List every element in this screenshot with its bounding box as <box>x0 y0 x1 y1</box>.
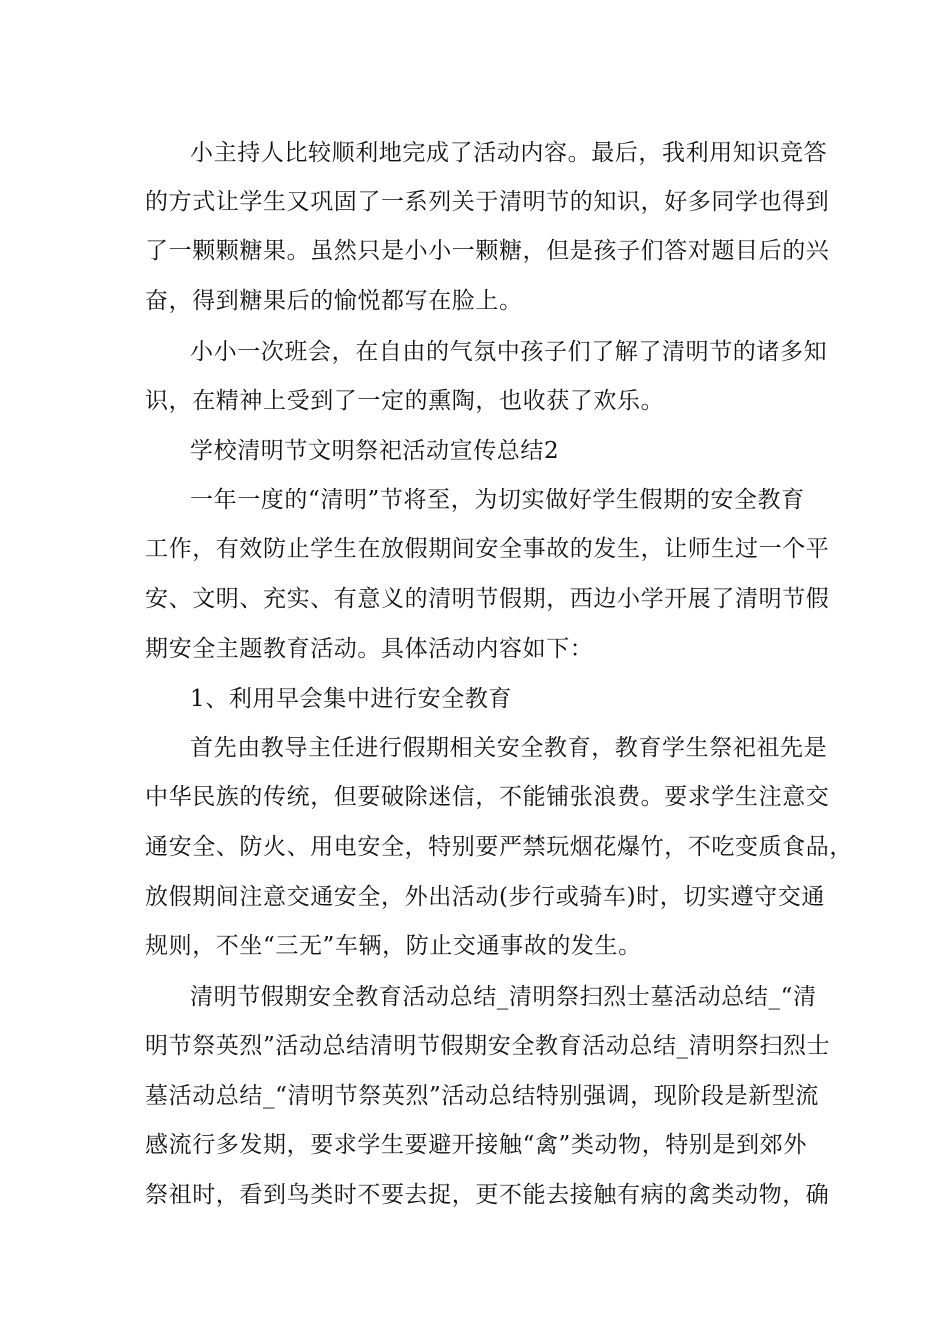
paragraph-line: 中华民族的传统，但要破除迷信，不能铺张浪费。要求学生注意交 <box>145 784 830 810</box>
paragraph-line: 祭祖时，看到鸟类时不要去捉，更不能去接触有病的禽类动物，确 <box>145 1182 830 1208</box>
paragraph-line: 工作，有效防止学生在放假期间安全事故的发生，让师生过一个平 <box>145 536 830 562</box>
paragraph-line: 首先由教导主任进行假期相关安全教育，教育学生祭祀祖先是 <box>190 735 828 761</box>
paragraph-line: 墓活动总结_“清明节祭英烈”活动总结特别强调，现阶段是新型流 <box>145 1083 820 1109</box>
paragraph-line: 放假期间注意交通安全，外出活动(步行或骑车)时，切实遵守交通 <box>145 884 825 910</box>
section-heading: 学校清明节文明祭祀活动宣传总结2 <box>190 438 560 464</box>
paragraph-line: 安、文明、充实、有意义的清明节假期，西边小学开展了清明节假 <box>145 586 830 612</box>
paragraph-line: 小主持人比较顺利地完成了活动内容。最后，我利用知识竞答 <box>190 140 828 166</box>
paragraph-line: 通安全、防火、用电安全，特别要严禁玩烟花爆竹，不吃变质食品， <box>145 834 853 860</box>
paragraph-line: 一年一度的“清明”节将至，为切实做好学生假期的安全教育 <box>190 487 805 513</box>
list-item-heading: 1、利用早会集中进行安全教育 <box>190 686 513 712</box>
paragraph-line: 识，在精神上受到了一定的熏陶，也收获了欢乐。 <box>145 388 665 414</box>
paragraph-line: 规则，不坐“三无”车辆，防止交通事故的发生。 <box>145 933 642 959</box>
paragraph-line: 清明节假期安全教育活动总结_清明祭扫烈士墓活动总结_“清 <box>190 984 817 1010</box>
paragraph-line: 奋，得到糖果后的愉悦都写在脸上。 <box>145 288 523 314</box>
paragraph-line: 明节祭英烈”活动总结清明节假期安全教育活动总结_清明祭扫烈士 <box>145 1033 831 1059</box>
paragraph-line: 的方式让学生又巩固了一系列关于清明节的知识，好多同学也得到 <box>145 189 830 215</box>
paragraph-line: 感流行多发期，要求学生要避开接触“禽”类动物，特别是到郊外 <box>145 1132 807 1158</box>
paragraph-line: 期安全主题教育活动。具体活动内容如下： <box>145 636 594 662</box>
paragraph-line: 了一颗颗糖果。虽然只是小小一颗糖，但是孩子们答对题目后的兴 <box>145 238 830 264</box>
paragraph-line: 小小一次班会，在自由的气氛中孩子们了解了清明节的诸多知 <box>190 339 828 365</box>
